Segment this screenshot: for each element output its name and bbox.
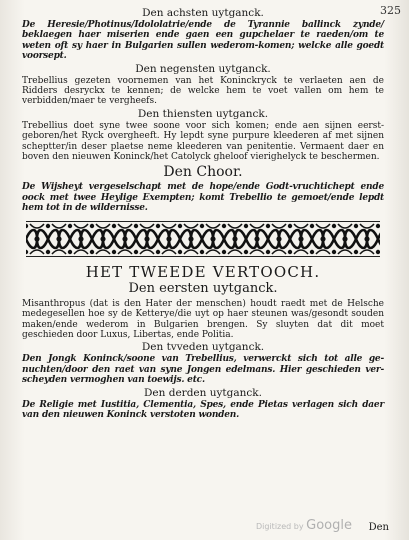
section-10	[22, 108, 384, 163]
ornament-pattern-icon	[26, 222, 380, 256]
page-number: 325	[380, 4, 401, 17]
ornamental-band	[26, 221, 380, 257]
chorus-heading: Den Choor.	[163, 164, 243, 181]
section-text: De Religie met Iustitia, Clementia, Spes, ende Pietas verlagen sich daer van den nieuwen Koninck verstoten wonden.	[22, 399, 384, 420]
section-heading: Den negensten uytganck.	[135, 62, 271, 75]
watermark-prefix: Digitized by	[256, 522, 304, 531]
section-heading: Den tvveden uytganck.	[141, 341, 265, 354]
section-text: De Heresie/Photinus/Idololatrie/ende de Tyrannie ballinck zynde/ beklaegen haer miserien ende gaen een gupchelaer te raeden/om te weten oft sy haer in Bulgarien sullen wederom-komen; welcke alle goedt voorsept.	[22, 20, 384, 62]
watermark	[256, 518, 352, 533]
section-text: Trebellius doet syne twee soone voor sich komen; ende aen sijnen eerst-geboren/het Ryck overgheeft. Hy lepdt syne purpure kleederen af met sijnen scheptter/in deser plaetse neme kleederen van penitentie. Vermaent daer en boven den nieuwen Koninck/het Catolyck gheloof vierighelyck te beschermen.	[22, 120, 384, 163]
watermark-brand: Google	[306, 518, 352, 533]
section-heading: Den achsten uytganck.	[142, 7, 264, 19]
section-text: Den Jongk Koninck/soone van Trebellius, verwerckt sich tot alle ge-nuchten/door den raet van syne Jongen edelmans. Hier geschieden ver-scheyden vermoghen van toewijs. etc.	[22, 354, 384, 386]
section-8	[22, 7, 384, 62]
section-text: Misanthropus (dat is den Hater der menschen) houdt raedt met de Helsche medegesellen hoe sy de Ketterye/die uyt op haer steunen was/gesondt souden maken/ende wederom in Bulgarien brengen. Sy sluyten dat dit moet geschieden door Luxus, Libertas, ende Politia.	[22, 298, 384, 340]
section-heading: Den derden uytganck.	[144, 386, 262, 399]
section-9	[22, 63, 384, 107]
page-content	[22, 6, 384, 420]
act-subtitle: Den eersten uytganck.	[128, 280, 278, 296]
act-section-3	[22, 387, 384, 421]
act-title: HET TWEEDE VERTOOCH.	[85, 262, 321, 281]
act-section-1	[22, 299, 384, 341]
section-text: Trebellius gezeten voornemen van het Koninckryck te verlaeten aen de Ridders desryckx te kennen; de welcke hem te voet vallen om hem te verbidden/maer te vergheefs.	[22, 75, 384, 107]
catchword: Den	[368, 522, 389, 533]
chorus-section	[22, 164, 384, 213]
section-heading: Den thiensten uytganck.	[137, 107, 269, 120]
act-section-2	[22, 341, 384, 385]
chorus-text: De Wijsheyt vergeselschapt met de hope/ende Godt-vruchtichept ende oock met twee Heylige Exempten; komt Trebellio te gemoet/ende lepdt hem tot in de wildernisse.	[22, 182, 384, 214]
